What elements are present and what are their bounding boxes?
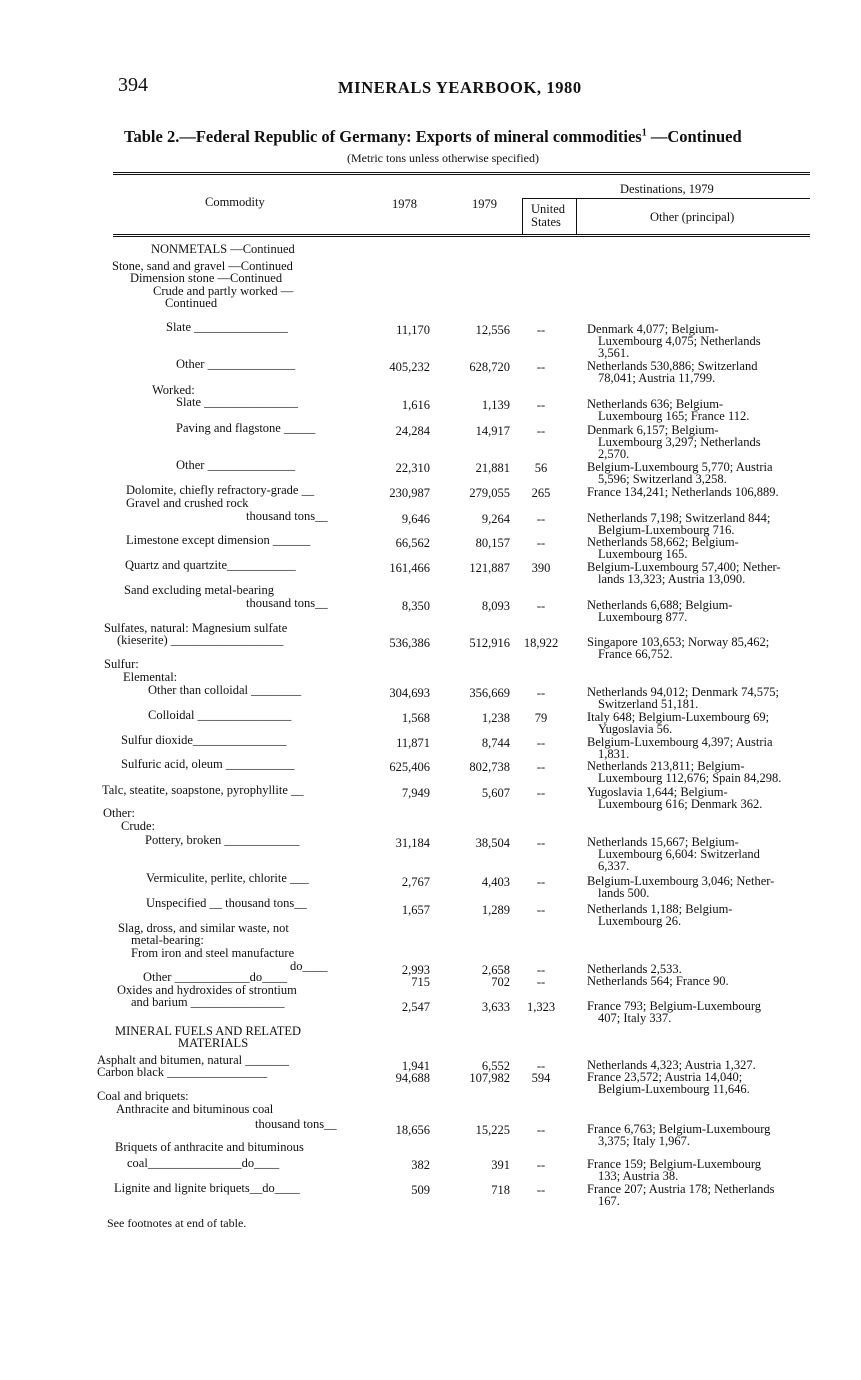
value-1979: 512,916: [469, 636, 510, 650]
value-1978: 1,657: [401, 903, 430, 917]
commodity-label: Lignite and lignite briquets__do____: [114, 1181, 300, 1195]
value-united-states: --: [536, 836, 546, 850]
destination-other: Belgium-Luxembourg 11,646.: [598, 1082, 750, 1096]
commodity-label: Slate _______________: [176, 395, 298, 409]
commodity-label: and barium _______________: [131, 995, 285, 1009]
value-1978: 11,871: [396, 736, 430, 750]
value-united-states: --: [536, 963, 546, 977]
commodity-label: Vermiculite, perlite, chlorite ___: [146, 871, 309, 885]
commodity-label: thousand tons__: [246, 509, 328, 523]
section-heading: Anthracite and bituminous coal: [116, 1102, 274, 1116]
value-united-states: 79: [534, 711, 548, 725]
destination-other: 5,596; Switzerland 3,258.: [598, 472, 727, 486]
value-1978: 9,646: [401, 512, 430, 526]
value-1979: 12,556: [475, 323, 510, 337]
section-heading: Coal and briquets:: [97, 1089, 189, 1103]
value-united-states: 56: [534, 461, 548, 475]
value-1978: 7,949: [401, 786, 430, 800]
destination-other: France 23,572; Austria 14,040;: [587, 1070, 743, 1084]
value-united-states: --: [536, 1059, 546, 1073]
table-subtitle: (Metric tons unless otherwise specified): [347, 151, 539, 165]
value-united-states: 390: [531, 561, 551, 575]
commodity-label: do____: [290, 959, 328, 973]
value-united-states: --: [536, 736, 546, 750]
section-heading: Other:: [103, 806, 135, 820]
destination-other: Belgium-Luxembourg 716.: [598, 523, 735, 537]
destination-other: France 6,763; Belgium-Luxembourg: [587, 1122, 771, 1136]
header-bottom-rule-2: [113, 236, 810, 237]
value-1979: 4,403: [481, 875, 510, 889]
running-title: MINERALS YEARBOOK, 1980: [338, 78, 582, 97]
value-1978: 161,466: [389, 561, 430, 575]
us-column-divider: [522, 198, 523, 234]
value-1978: 2,993: [401, 963, 430, 977]
value-1979: 1,139: [481, 398, 510, 412]
destination-other: Italy 648; Belgium-Luxembourg 69;: [587, 710, 770, 724]
commodity-label: Unspecified __ thousand tons__: [146, 896, 307, 910]
value-united-states: 265: [531, 486, 551, 500]
commodity-label: Talc, steatite, soapstone, pyrophyllite __: [102, 783, 304, 797]
section-heading: Briquets of anthracite and bituminous: [115, 1140, 304, 1154]
title-footnote-marker: 1: [641, 127, 647, 139]
section-heading: MINERAL FUELS AND RELATED: [115, 1024, 301, 1038]
destination-other: France 207; Austria 178; Netherlands: [587, 1182, 775, 1196]
value-1979: 8,093: [481, 599, 510, 613]
destination-other: Netherlands 94,012; Denmark 74,575;: [587, 685, 779, 699]
destination-other: Belgium-Luxembourg 4,397; Austria: [587, 735, 773, 749]
col-1978-header: 1978: [392, 197, 417, 211]
col-1979-header: 1979: [472, 197, 497, 211]
value-united-states: --: [536, 760, 546, 774]
destination-other: 1,831.: [598, 747, 630, 761]
value-1978: 536,386: [389, 636, 430, 650]
commodity-label: (kieserite) __________________: [117, 633, 284, 647]
value-1978: 382: [411, 1158, 430, 1172]
destination-other: Denmark 4,077; Belgium-: [587, 322, 719, 336]
destination-other: 407; Italy 337.: [598, 1011, 672, 1025]
value-united-states: --: [536, 1123, 546, 1137]
commodity-label: Quartz and quartzite___________: [125, 558, 296, 572]
destination-other: Luxembourg 616; Denmark 362.: [598, 797, 763, 811]
commodity-label: Asphalt and bitumen, natural _______: [97, 1053, 289, 1067]
value-1978: 24,284: [395, 424, 430, 438]
col-commodity-header: Commodity: [205, 195, 265, 209]
col-us-header-line2: States: [531, 215, 561, 229]
commodity-label: Colloidal _______________: [148, 708, 292, 722]
value-1978: 31,184: [395, 836, 430, 850]
destination-other: Yugoslavia 56.: [598, 722, 673, 736]
destination-other: Netherlands 58,662; Belgium-: [587, 535, 739, 549]
value-1979: 279,055: [469, 486, 510, 500]
section-heading: From iron and steel manufacture: [131, 946, 295, 960]
commodity-label: Carbon black ________________: [97, 1065, 268, 1079]
commodity-label: Sand excluding metal-bearing: [124, 583, 274, 597]
commodity-label: Limestone except dimension ______: [126, 533, 311, 547]
value-1978: 625,406: [389, 760, 430, 774]
destination-other: Belgium-Luxembourg 57,400; Nether-: [587, 560, 781, 574]
destination-other: lands 500.: [598, 886, 650, 900]
value-1978: 11,170: [396, 323, 430, 337]
value-united-states: --: [536, 323, 546, 337]
value-united-states: --: [536, 903, 546, 917]
value-1979: 9,264: [481, 512, 510, 526]
value-1978: 1,941: [401, 1059, 430, 1073]
value-1978: 509: [411, 1183, 430, 1197]
value-1979: 702: [491, 975, 510, 989]
us-other-divider: [576, 198, 577, 234]
value-1979: 5,607: [481, 786, 510, 800]
value-1979: 356,669: [469, 686, 510, 700]
destination-other: Switzerland 51,181.: [598, 697, 699, 711]
value-1979: 802,738: [469, 760, 510, 774]
destination-other: Netherlands 6,688; Belgium-: [587, 598, 733, 612]
value-1978: 2,767: [401, 875, 430, 889]
value-1979: 1,289: [481, 903, 510, 917]
value-1978: 1,616: [401, 398, 430, 412]
section-heading: metal-bearing:: [131, 933, 204, 947]
value-united-states: 1,323: [526, 1000, 556, 1014]
value-1979: 6,552: [481, 1059, 510, 1073]
destination-other: Netherlands 2,533.: [587, 962, 682, 976]
destination-other: Luxembourg 26.: [598, 914, 682, 928]
destination-other: Luxembourg 112,676; Spain 84,298.: [598, 771, 782, 785]
commodity-label: Sulfuric acid, oleum ___________: [121, 757, 295, 771]
value-1979: 107,982: [469, 1071, 510, 1085]
value-united-states: --: [536, 424, 546, 438]
section-heading: Stone, sand and gravel —Continued: [112, 259, 293, 273]
value-united-states: --: [536, 360, 546, 374]
commodity-label: Sulfates, natural: Magnesium sulfate: [104, 621, 288, 635]
footnote-reference: See footnotes at end of table.: [107, 1216, 247, 1230]
value-1978: 18,656: [395, 1123, 430, 1137]
value-1978: 8,350: [401, 599, 430, 613]
value-united-states: 18,922: [523, 636, 559, 650]
table-title-text: Table 2.—Federal Republic of Germany: Exports of mineral commodities: [124, 127, 642, 146]
commodity-label: Paving and flagstone _____: [176, 421, 316, 435]
section-heading: Crude and partly worked —: [153, 284, 294, 298]
section-heading: NONMETALS —Continued: [151, 242, 295, 256]
destination-other: 6,337.: [598, 859, 630, 873]
col-us-header-line1: United: [531, 202, 566, 216]
destination-other: 167.: [598, 1194, 620, 1208]
commodity-label: Dolomite, chiefly refractory-grade __: [126, 483, 315, 497]
destination-other: Denmark 6,157; Belgium-: [587, 423, 719, 437]
value-1978: 94,688: [395, 1071, 430, 1085]
destination-other: Luxembourg 165; France 112.: [598, 409, 750, 423]
destination-other: Netherlands 213,811; Belgium-: [587, 759, 745, 773]
commodity-label: Other than colloidal ________: [148, 683, 302, 697]
commodity-label: thousand tons__: [246, 596, 328, 610]
section-heading: Continued: [165, 296, 218, 310]
title-continued: —Continued: [650, 127, 742, 146]
value-1979: 8,744: [481, 736, 510, 750]
section-heading: MATERIALS: [178, 1036, 249, 1050]
value-1979: 628,720: [469, 360, 510, 374]
destination-other: 78,041; Austria 11,799.: [598, 371, 716, 385]
page-number: 394: [118, 74, 148, 96]
value-1979: 15,225: [475, 1123, 510, 1137]
destination-other: 2,570.: [598, 447, 630, 461]
value-united-states: --: [536, 398, 546, 412]
value-1979: 718: [491, 1183, 510, 1197]
section-heading: Crude:: [121, 819, 156, 833]
value-united-states: --: [536, 875, 546, 889]
value-1978: 715: [411, 975, 430, 989]
header-bottom-rule: [113, 234, 810, 235]
destination-other: 3,375; Italy 1,967.: [598, 1134, 691, 1148]
value-1979: 80,157: [475, 536, 510, 550]
commodity-label: Other ______________: [176, 458, 296, 472]
value-1979: 38,504: [475, 836, 510, 850]
commodity-label: Other ______________: [176, 357, 296, 371]
destination-other: lands 13,323; Austria 13,090.: [598, 572, 746, 586]
commodity-label: thousand tons__: [255, 1117, 337, 1131]
destination-other: Netherlands 564; France 90.: [587, 974, 729, 988]
value-united-states: --: [536, 1158, 546, 1172]
header-top-rule: [113, 172, 810, 173]
commodity-label: Other ____________do____: [143, 970, 288, 984]
value-united-states: --: [536, 599, 546, 613]
commodity-label: coal_______________do____: [127, 1156, 280, 1170]
destination-other: 133; Austria 38.: [598, 1169, 679, 1183]
section-heading: Slag, dross, and similar waste, not: [118, 921, 289, 935]
value-1979: 121,887: [469, 561, 510, 575]
destination-other: Netherlands 636; Belgium-: [587, 397, 724, 411]
destination-other: France 159; Belgium-Luxembourg: [587, 1157, 762, 1171]
destination-other: Netherlands 7,198; Switzerland 844;: [587, 511, 771, 525]
col-destinations-header: Destinations, 1979: [620, 182, 714, 196]
destination-other: Luxembourg 877.: [598, 610, 688, 624]
value-1978: 66,562: [395, 536, 430, 550]
destination-other: Belgium-Luxembourg 3,046; Nether-: [587, 874, 775, 888]
destination-other: Singapore 103,653; Norway 85,462;: [587, 635, 770, 649]
value-united-states: --: [536, 536, 546, 550]
section-heading: Sulfur:: [104, 657, 139, 671]
destination-other: Netherlands 4,323; Austria 1,327.: [587, 1058, 756, 1072]
commodity-label: Sulfur dioxide_______________: [121, 733, 287, 747]
value-1978: 230,987: [389, 486, 430, 500]
destination-other: Luxembourg 3,297; Netherlands: [598, 435, 761, 449]
value-united-states: --: [536, 686, 546, 700]
value-1978: 2,547: [401, 1000, 430, 1014]
value-1978: 304,693: [389, 686, 430, 700]
value-1979: 1,238: [481, 711, 510, 725]
commodity-label: Slate _______________: [166, 320, 288, 334]
destination-other: Luxembourg 6,604: Switzerland: [598, 847, 760, 861]
destination-other: 3,561.: [598, 346, 630, 360]
value-united-states: --: [536, 512, 546, 526]
value-1979: 14,917: [475, 424, 510, 438]
value-united-states: --: [536, 975, 546, 989]
destination-other: Netherlands 15,667; Belgium-: [587, 835, 739, 849]
destination-other: France 134,241; Netherlands 106,889.: [587, 485, 779, 499]
destination-other: France 66,752.: [598, 647, 673, 661]
value-1979: 391: [491, 1158, 510, 1172]
section-heading: Worked:: [152, 383, 195, 397]
destination-other: Yugoslavia 1,644; Belgium-: [587, 785, 728, 799]
col-other-header: Other (principal): [650, 210, 735, 224]
value-1978: 22,310: [395, 461, 430, 475]
value-1979: 21,881: [475, 461, 510, 475]
section-heading: Elemental:: [123, 670, 178, 684]
value-united-states: 594: [531, 1071, 551, 1085]
commodity-label: Oxides and hydroxides of strontium: [117, 983, 297, 997]
destination-other: Netherlands 530,886; Switzerland: [587, 359, 758, 373]
destination-other: France 793; Belgium-Luxembourg: [587, 999, 762, 1013]
destination-other: Luxembourg 165.: [598, 547, 688, 561]
destination-other: Luxembourg 4,075; Netherlands: [598, 334, 761, 348]
header-top-rule-2: [113, 174, 810, 175]
value-1979: 2,658: [481, 963, 510, 977]
destinations-rule: [522, 198, 810, 199]
value-united-states: --: [536, 1183, 546, 1197]
value-1978: 1,568: [401, 711, 430, 725]
value-united-states: --: [536, 786, 546, 800]
value-1978: 405,232: [389, 360, 430, 374]
section-heading: Dimension stone —Continued: [130, 271, 283, 285]
destination-other: Belgium-Luxembourg 5,770; Austria: [587, 460, 773, 474]
destination-other: Netherlands 1,188; Belgium-: [587, 902, 733, 916]
commodity-label: Gravel and crushed rock: [126, 496, 249, 510]
value-1979: 3,633: [481, 1000, 510, 1014]
commodity-label: Pottery, broken ____________: [145, 833, 300, 847]
table-title: [124, 127, 742, 147]
